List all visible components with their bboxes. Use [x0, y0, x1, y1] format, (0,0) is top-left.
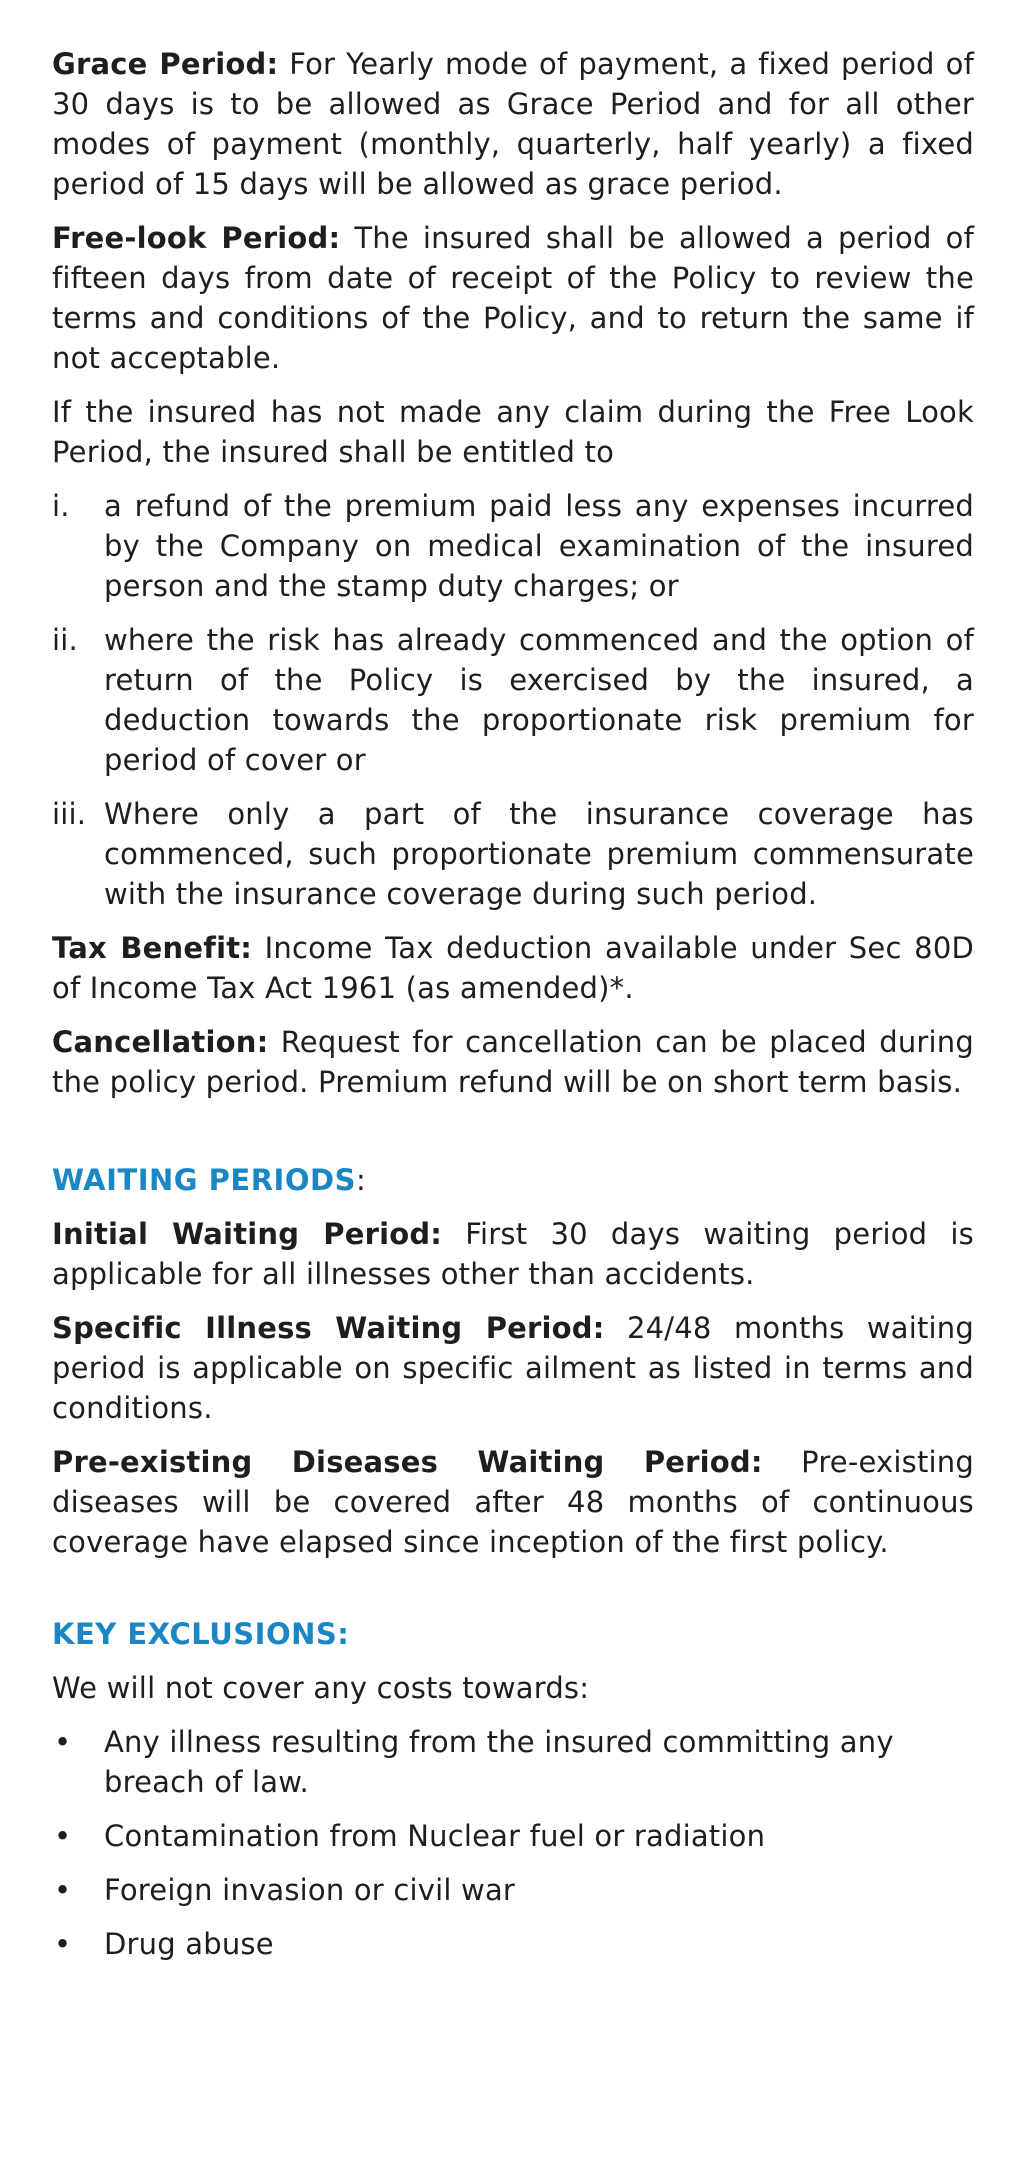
list-item-number: i.: [52, 489, 70, 523]
list-item: [52, 1722, 974, 1802]
policy-document: [52, 44, 974, 1978]
list-item-text: where the risk has already commenced and the option of return of the Policy is exercised by the insured, a deduction towards the proportionate risk premium for period of cover or: [104, 623, 974, 777]
list-item: [52, 620, 974, 780]
waiting-periods-heading-colon: :: [355, 1163, 367, 1197]
grace-period-paragraph: [52, 44, 974, 204]
bullet-icon: •: [54, 1819, 72, 1853]
exclusions-intro: We will not cover any costs towards:: [52, 1671, 590, 1705]
initial-waiting-label: Initial Waiting Period:: [52, 1217, 443, 1251]
list-item-text: Drug abuse: [104, 1927, 274, 1961]
specific-illness-text: 24/48 months waiting period is applicable on specific ailment as listed in terms and conditions.: [52, 1311, 974, 1425]
bullet-icon: •: [54, 1927, 72, 1961]
waiting-periods-heading-text: WAITING PERIODS: [52, 1163, 356, 1197]
list-item: [52, 794, 974, 914]
list-item-number: ii.: [52, 623, 78, 657]
tax-benefit-label: Tax Benefit:: [52, 931, 253, 965]
bullet-icon: •: [54, 1873, 72, 1907]
list-item: [52, 1924, 974, 1964]
free-look-intro: If the insured has not made any claim during the Free Look Period, the insured shall be entitled to: [52, 395, 974, 469]
free-look-refund-list: [52, 486, 974, 914]
free-look-paragraph: [52, 218, 974, 378]
exclusions-list: [52, 1722, 974, 1964]
list-item-text: a refund of the premium paid less any expenses incurred by the Company on medical examination of the insured person and the stamp duty charges; or: [104, 489, 974, 603]
list-item-text: Foreign invasion or civil war: [104, 1873, 516, 1907]
free-look-label: Free-look Period:: [52, 221, 341, 255]
list-item: [52, 1870, 974, 1910]
pre-existing-text: Pre-existing diseases will be covered after 48 months of continuous coverage have elapsed since inception of the first policy.: [52, 1445, 974, 1559]
cancellation-paragraph: [52, 1022, 974, 1102]
initial-waiting-text: First 30 days waiting period is applicable for all illnesses other than accidents.: [52, 1217, 974, 1291]
grace-period-label: Grace Period:: [52, 47, 279, 81]
waiting-periods-heading: [52, 1160, 974, 1200]
list-item-text: Any illness resulting from the insured committing any breach of law.: [104, 1725, 894, 1799]
tax-benefit-text: Income Tax deduction available under Sec 80D of Income Tax Act 1961 (as amended)*.: [52, 931, 975, 1005]
bullet-icon: •: [54, 1725, 72, 1759]
list-item: [52, 486, 974, 606]
cancellation-label: Cancellation:: [52, 1025, 269, 1059]
tax-benefit-paragraph: [52, 928, 974, 1008]
grace-period-text: For Yearly mode of payment, a fixed period of 30 days is to be allowed as Grace Period and for all other modes of payment (monthly, quarterly, half yearly) a fixed period of 15 days will be allowed as grace period.: [52, 47, 974, 201]
specific-illness-paragraph: [52, 1308, 974, 1428]
pre-existing-paragraph: [52, 1442, 974, 1562]
list-item-text: Contamination from Nuclear fuel or radiation: [104, 1819, 766, 1853]
specific-illness-label: Specific Illness Waiting Period:: [52, 1311, 605, 1345]
cancellation-text: Request for cancellation can be placed during the policy period. Premium refund will be on short term basis.: [52, 1025, 974, 1099]
initial-waiting-paragraph: [52, 1214, 974, 1294]
list-item: [52, 1816, 974, 1856]
list-item-text: Where only a part of the insurance coverage has commenced, such proportionate premium commensurate with the insurance coverage during such period.: [104, 797, 974, 911]
pre-existing-label: Pre-existing Diseases Waiting Period:: [52, 1445, 763, 1479]
free-look-text: The insured shall be allowed a period of fifteen days from date of receipt of the Policy to review the terms and conditions of the Policy, and to return the same if not acceptable.: [52, 221, 974, 375]
key-exclusions-heading: KEY EXCLUSIONS:: [52, 1617, 350, 1651]
list-item-number: iii.: [52, 797, 87, 831]
